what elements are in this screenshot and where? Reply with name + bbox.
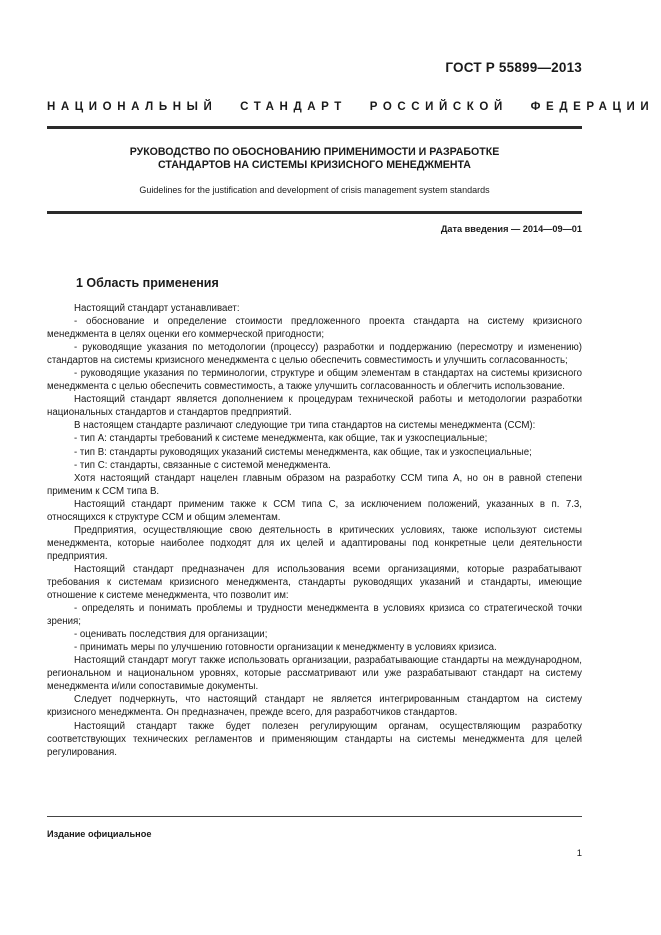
- official-edition-label: Издание официальное: [47, 829, 152, 839]
- paragraph: Предприятия, осуществляющие свою деятельность в критических условиях, также используют системы менеджмента, которые наиболее подходят для их целей и адаптированы под конкретные цели деятельности предприятия.: [47, 524, 582, 562]
- paragraph: - руководящие указания по методологии (процессу) разработки и поддержанию (пересмотру и изменению) стандартов на системы кризисного менеджмента с целью обеспечить совместимость и улучшить согласованность;: [47, 342, 582, 367]
- paragraph: В настоящем стандарте различают следующие три типа стандартов на системы менеджмента (ССМ):: [74, 420, 536, 432]
- paragraph: Настоящий стандарт является дополнением к процедурам технической работы и методологии разработки национальных стандартов и стандартов предприятий.: [47, 394, 582, 419]
- paragraph: Настоящий стандарт предназначен для использования всеми организациями, которые разрабатывают требования к системам кризисного менеджмента, стандарты руководящих указаний и стандарты, имеющие отношение к системе менеджмента, что позволит им:: [47, 563, 582, 602]
- paragraph: - принимать меры по улучшению готовности организации к менеджменту в условиях кризиса.: [74, 642, 497, 654]
- page-number: 1: [576, 848, 582, 859]
- paragraph: Настоящий стандарт также будет полезен регулирующим органам, осуществляющим разработку соответствующих технических регламентов и применяющим стандарты на системы менеджмента для целей регулирования.: [47, 720, 582, 758]
- title-top-rule: [47, 126, 582, 129]
- title-line-1: РУКОВОДСТВО ПО ОБОСНОВАНИЮ ПРИМЕНИМОСТИ И РАЗРАБОТКЕ: [129, 146, 500, 158]
- paragraph: - определять и понимать проблемы и трудности менеджмента в условиях кризиса со стратегической точки зрения;: [47, 603, 582, 628]
- paragraph: Хотя настоящий стандарт нацелен главным образом на разработку ССМ типа А, но он в равной степени применим к ССМ типа В.: [47, 472, 582, 497]
- paragraph: - тип С: стандарты, связанные с системой менеджмента.: [74, 459, 331, 471]
- title-bottom-rule: [47, 211, 582, 214]
- introduction-date: Дата введения — 2014—09—01: [440, 224, 582, 234]
- document-title: [47, 146, 582, 172]
- paragraph: - оценивать последствия для организации;: [74, 629, 268, 641]
- section-body: [47, 302, 582, 759]
- paragraph: Настоящий стандарт применим также к ССМ типа С, за исключением положений, указанных в п. 7.3, относящихся к структуре ССМ и общим элементам.: [47, 498, 582, 523]
- title-line-2: СТАНДАРТОВ НА СИСТЕМЫ КРИЗИСНОГО МЕНЕДЖМЕНТА: [158, 159, 471, 171]
- paragraph: - руководящие указания по терминологии, структуре и общим элементам в стандартах на системы кризисного менеджмента с целью обеспечить совместимость, а также улучшить согласованность и облегчить использование.: [47, 368, 582, 393]
- paragraph: Следует подчеркнуть, что настоящий стандарт не является интегрированным стандартом на систему кризисного менеджмента. Он предназначен, прежде всего, для разработчиков стандартов.: [47, 694, 582, 719]
- paragraph: - тип В: стандарты руководящих указаний системы менеджмента, как общие, так и узкоспециальные;: [74, 446, 532, 458]
- document-code: ГОСТ Р 55899—2013: [445, 60, 582, 75]
- paragraph: Настоящий стандарт устанавливает:: [74, 303, 240, 314]
- section-heading: 1 Область применения: [76, 276, 219, 290]
- paragraph: - тип А: стандарты требований к системе менеджмента, как общие, так и узкоспециальные;: [74, 433, 488, 445]
- paragraph: Настоящий стандарт могут также использовать организации, разрабатывающие стандарты на международном, региональном и национальном уровнях, которые рассматривают или уже разрабатывают стандарт на систему менеджмента и/или сопоставимые документы.: [47, 655, 582, 693]
- english-title: Guidelines for the justification and development of crisis management system standards: [139, 185, 490, 195]
- paragraph: - обоснование и определение стоимости предложенного проекта стандарта на систему кризисного менеджмента в целях оценки его коммерческой пригодности;: [47, 316, 582, 341]
- national-standard-banner: НАЦИОНАЛЬНЫЙ СТАНДАРТ РОССИЙСКОЙ ФЕДЕРАЦИИ: [47, 101, 655, 113]
- footer-rule: [47, 816, 582, 817]
